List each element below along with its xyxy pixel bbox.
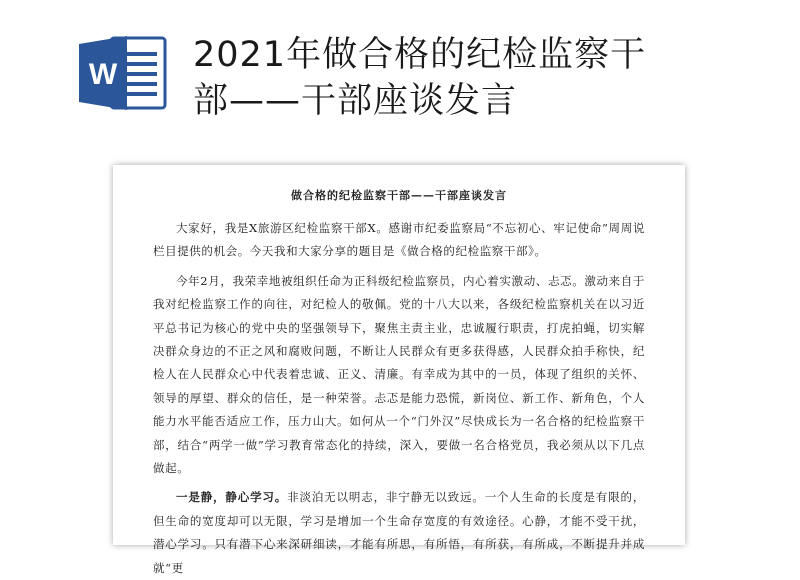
word-icon-letter: W	[88, 58, 118, 91]
title-line-2: 部——干部座谈发言	[193, 81, 518, 121]
header	[0, 0, 800, 150]
document-page-preview	[113, 165, 685, 575]
paragraph-3	[153, 486, 645, 580]
paragraph-2	[153, 270, 645, 481]
page-title	[193, 32, 693, 124]
paragraph-1	[153, 217, 645, 264]
title-line-1: 2021年做合格的纪检监察干	[193, 35, 647, 75]
paragraph-1-text: 大家好，我是X旅游区纪检监察干部X。感谢市纪委监察局“不忘初心、牢记使命”周周说栏目提供的机会。今天我和大家分享的题目是《做合格的纪检监察干部》。	[153, 221, 645, 259]
word-document-icon	[77, 32, 169, 114]
paragraph-3-text: 非淡泊无以明志，非宁静无以致远。一个人生命的长度是有限的，但生命的宽度却可以无限，学习是增加一个生命存宽度的有效途径。心静，才能不受干扰，潜心学习。只有潜下心来深研细读，才能有所思，有所悟，有所获，有所成，不断提升并成就“更	[153, 490, 645, 575]
paragraph-2-text: 今年2月，我荣幸地被组织任命为正科级纪检监察员，内心着实激动、忐忑。激动来自于我对纪检监察工作的向往，对纪检人的敬佩。党的十八大以来，各级纪检监察机关在以习近平总书记为核心的党中央的坚强领导下，聚焦主责主业，忠诚履行职责，打虎拍蝇，切实解决群众身边的不正之风和腐败问题，不断让人民群众有更多获得感，人民群众拍手称快，纪检人在人民群众心中代表着忠诚、正义、清廉。有幸成为其中的一员，体现了组织的关怀、领导的厚望、群众的信任，是一种荣誉。忐忑是能力恐慌，新岗位、新工作、新角色，个人能力水平能否适应工作，压力山大。如何从一个“门外汉”尽快成长为一名合格的纪检监察干部，结合“两学一做”学习教育常态化的持续，深入，要做一名合格党员，我必须从以下几点做起。	[153, 273, 645, 476]
document-heading: 做合格的纪检监察干部——干部座谈发言	[291, 189, 507, 202]
paragraph-3-lead: 一是静，静心学习。	[176, 490, 288, 505]
